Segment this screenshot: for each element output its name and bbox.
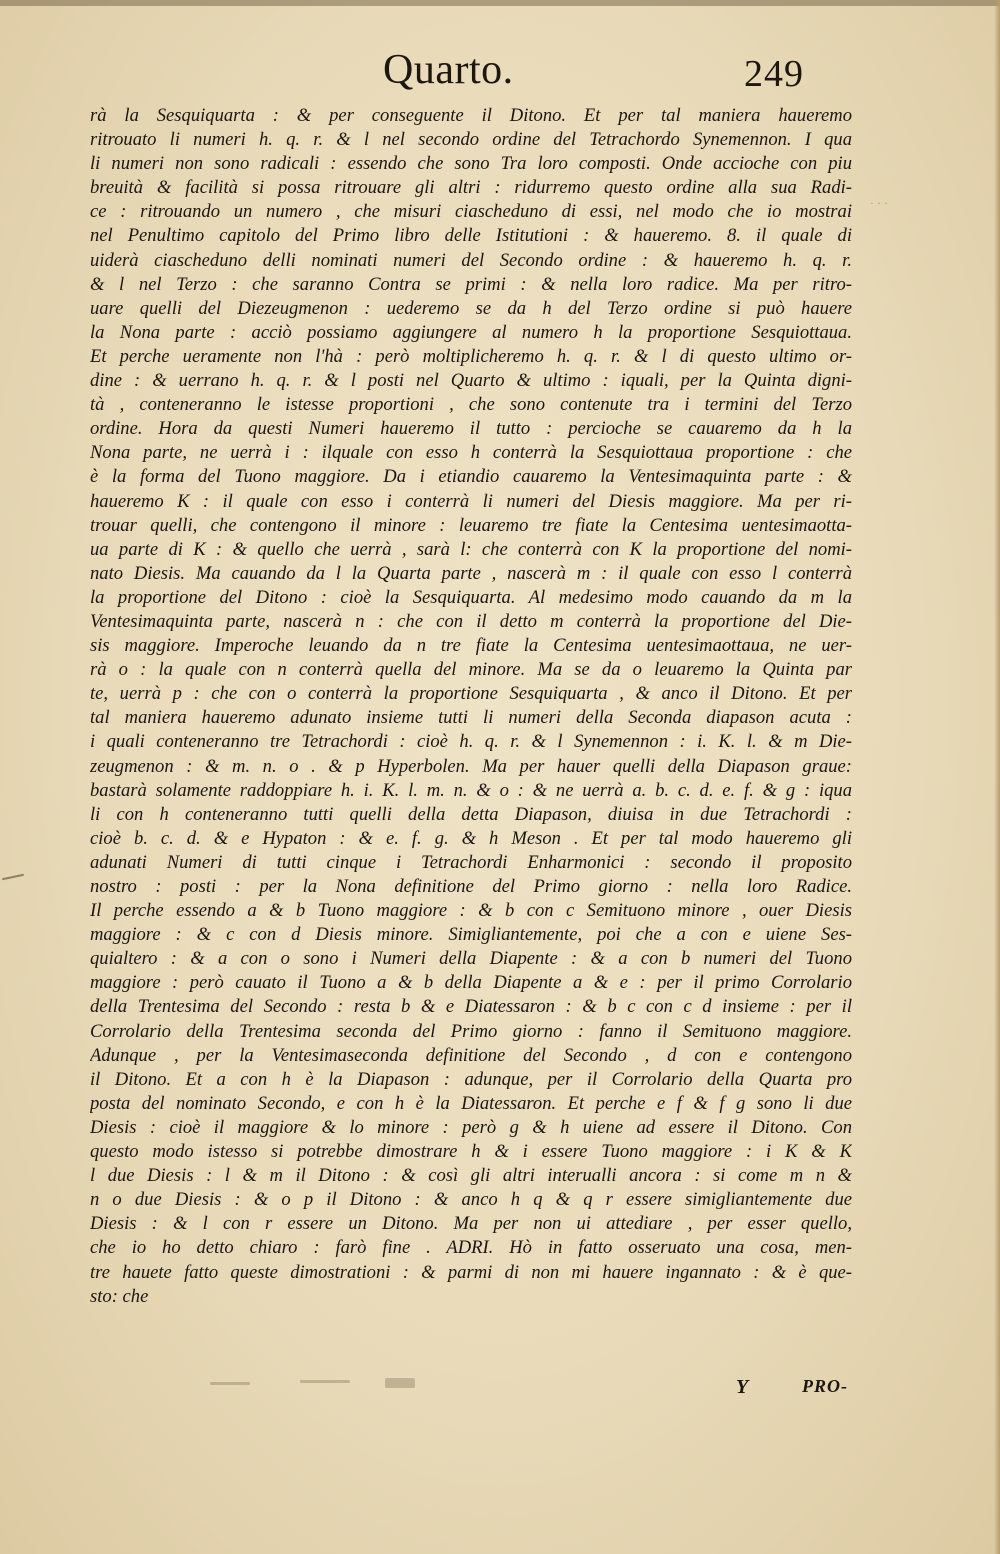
text-line: quialtero : & a con o sono i Numeri della Diapente : & a con b numeri del Tuono [90, 948, 852, 970]
catchword: PRO- [802, 1376, 848, 1396]
page-footer [0, 1376, 1000, 1416]
text-line: li numeri non sono radicali : essendo che sono Tra loro composti. Onde accioche con piu [90, 153, 852, 175]
signature-mark: Y [736, 1376, 749, 1398]
text-line: nel Penultimo capitolo del Primo libro delle Istitutioni : & haueremo. 8. il quale di [90, 225, 852, 247]
text-line: tà , conteneranno le istesse proportioni , che sono contenute tra i termini del Terzo [90, 394, 852, 416]
text-line: Corrolario della Trentesima seconda del Primo giorno : fanno il Semituono maggiore. [90, 1020, 852, 1042]
text-line: Et perche ueramente non l'hà : però moltiplicheremo h. q. r. & l di questo ultimo or- [90, 345, 852, 367]
text-line: della Trentesima del Secondo : resta b & e Diatessaron : & b c con c d insieme : per il [90, 996, 852, 1018]
text-line: ua parte di K : & quello che uerrà , sarà l: che conterrà con K la proportione del nomi- [90, 538, 852, 560]
text-line: maggiore : però cauato il Tuono a & b della Diapente a & e : per il primo Corrolario [90, 972, 852, 994]
text-line: tal maniera haueremo adunato insieme tutti li numeri della Seconda diapason acuta : [90, 707, 852, 729]
text-line: è la forma del Tuono maggiore. Da i etiandio cauaremo la Ventesimaquinta parte : & [90, 466, 852, 488]
text-line: Diesis : cioè il maggiore & lo minore : però g & h uiene ad essere il Ditono. Con [90, 1116, 852, 1138]
text-line: & l nel Terzo : che saranno Contra se primi : & nella loro radice. Ma per ritro- [90, 273, 852, 295]
margin-pen-mark [2, 874, 24, 881]
text-line: te, uerrà p : che con o conterrà la proportione Sesquiquarta , & anco il Ditono. Et per [90, 683, 852, 705]
text-line: l due Diesis : l & m il Ditono : & così gli altri interualli ancora : si come m n & [90, 1165, 852, 1187]
text-line: posta del nominato Secondo, e con h è la Diatessaron. Et perche e f & f g sono li due [90, 1092, 852, 1114]
text-line: uiderà ciascheduno delli nominati numeri del Secondo ordine : & haueremo h. q. r. [90, 249, 852, 271]
text-line: trouar quelli, che contengono il minore : leuaremo tre fiate la Centesima uentesimaotta- [90, 514, 852, 536]
text-line: la proportione del Ditono : cioè la Sesquiquarta. Al medesimo modo cauando da m la [90, 586, 852, 608]
text-line: tre hauete fatto queste dimostrationi : & parmi di non mi hauere ingannato : & è que- [90, 1261, 852, 1283]
text-line: sis maggiore. Imperoche leuando da n tre fiate la Centesima uentesimaottaua, ne uer- [90, 635, 852, 657]
text-line: rà la Sesquiquarta : & per conseguente il Ditono. Et per tal maniera haueremo [90, 105, 852, 126]
body-text [90, 104, 852, 1309]
text-line: cioè b. c. d. & e Hypaton : & e. f. g. & h Meson . Et per tal modo haueremo gli [90, 827, 852, 849]
text-line: Nona parte, ne uerrà i : ilquale con esso h conterrà la Sesquiottaua proportione : che [90, 442, 852, 464]
text-line: n o due Diesis : & o p il Ditono : & anco h q & q r essere simigliantemente due [90, 1189, 852, 1211]
text-line: nato Diesis. Ma cauando da l la Quarta parte , nascerà m : il quale con esso l conterrà [90, 562, 852, 584]
text-line: rà o : la quale con n conterrà quella del minore. Ma se da o leuaremo la Quinta par [90, 659, 852, 681]
text-line: Ventesimaquinta parte, nascerà n : che con il detto m conterrà la proportione del Die- [90, 610, 852, 632]
page-top-edge [0, 0, 1000, 6]
text-line: bastarà solamente raddoppiare h. i. K. l. m. n. & o : & ne uerrà a. b. c. d. e. f. & g : iqua [90, 779, 852, 801]
text-line: il Ditono. Et a con h è la Diapason : adunque, per il Corrolario della Quarta pro [90, 1068, 852, 1090]
text-line: maggiore : & c con d Diesis minore. Simigliantemente, poi che a con e uiene Ses- [90, 924, 852, 946]
text-line: li con h conteneranno tutti quelli della detta Diapason, diuisa in due Tetrachordi : [90, 803, 852, 825]
text-line: Diesis : & l con r essere un Ditono. Ma per non ui attediare , per esser quello, [90, 1213, 852, 1235]
page-number: 249 [744, 53, 804, 95]
page-header [0, 40, 1000, 100]
margin-stain: · · · [870, 196, 888, 210]
text-line: questo modo istesso si potrebbe dimostrare h & i essere Tuono maggiore : i K & K [90, 1141, 852, 1163]
text-line: zeugmenon : & m. n. o . & p Hyperbolen. Ma per hauer quelli della Diapason graue: [90, 755, 852, 777]
text-line: haueremo K : il quale con esso i conterrà li numeri del Diesis maggiore. Ma per ri- [90, 490, 852, 512]
page-right-edge [994, 0, 1000, 1554]
text-line: che io ho detto chiaro : farò fine . ADRI. Hò in fatto osseruato una cosa, men- [90, 1237, 852, 1259]
text-line: Adunque , per la Ventesimaseconda definitione del Secondo , d con e contengono [90, 1044, 852, 1066]
text-line: dine : & uerrano h. q. r. & l posti nel Quarto & ultimo : iquali, per la Quinta digni- [90, 370, 852, 392]
text-line: nostro : posti : per la Nona definitione del Primo giorno : nella loro Radice. [90, 876, 852, 897]
text-line: breuità & facilità si possa ritrouare gli altri : ridurremo questo ordine alla sua Radi- [90, 177, 852, 199]
text-line: Il perche essendo a & b Tuono maggiore : & b con c Semituono minore , ouer Diesis [90, 900, 852, 922]
text-line: i quali conteneranno tre Tetrachordi : cioè h. q. r. & l Synemennon : i. K. l. & m Die- [90, 731, 852, 753]
text-line: adunati Numeri di tutti cinque i Tetrachordi Enharmonici : secondo il proposito [90, 851, 852, 873]
text-line: sto: che [90, 1285, 149, 1307]
text-line: ordine. Hora da questi Numeri haueremo il tutto : percioche se cauaremo da h la [90, 418, 852, 440]
text-line: ritrouato li numeri h. q. r. & l nel secondo ordine del Tetrachordo Synemennon. I qua [90, 129, 852, 151]
text-line: la Nona parte : acciò possiamo aggiungere al numero h la proportione Sesquiottaua. [90, 321, 852, 343]
text-line: ce : ritrouando un numero , che misuri ciascheduno di essi, nel modo che io mostrai [90, 201, 852, 223]
text-line: uare quelli del Diezeugmenon : uederemo se da h del Terzo ordine si può hauere [90, 297, 852, 319]
running-head: Quarto. [383, 47, 514, 93]
